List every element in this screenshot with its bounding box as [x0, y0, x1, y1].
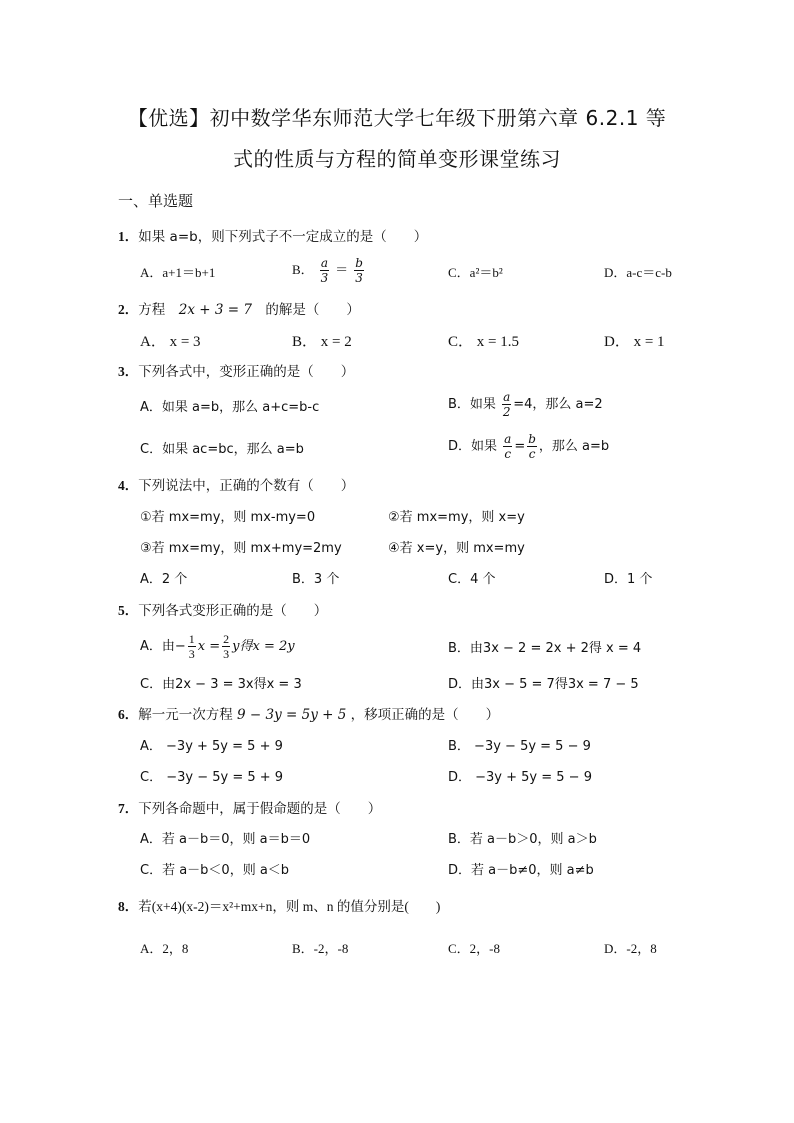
question-6-stem: 6．解一元一次方程 9 − 3y = 5y + 5 ，移项正确的是（ ） [118, 707, 500, 723]
document-title-line-1: 【优选】初中数学华东师范大学七年级下册第六章 6.2.1 等 [127, 106, 667, 130]
q5-option-b: B．由3x − 2 = 2x + 2得 x = 4 [448, 641, 642, 656]
q2-option-a: A． x = 3 [140, 334, 201, 350]
q8-option-d: D．-2，8 [604, 941, 657, 956]
q5-option-a: A．由− $\frac{1}{3}$ x = $\frac{2}{3}$ y得x = 2y [140, 632, 295, 661]
q2-option-d: D． x = 1 [604, 334, 665, 350]
equation: 2x + 3 = 7 [178, 302, 252, 318]
question-2-stem: 2．方程 2x + 3 = 7 的解是（ ） [118, 302, 360, 318]
q4-option-d: D．1 个 [604, 572, 653, 587]
q5-option-d: D．由3x − 5 = 7得3x = 7 − 5 [448, 677, 639, 692]
q6-option-b: B． −3y − 5y = 5 − 9 [448, 739, 591, 754]
q7-option-a: A．若 a－b＝0，则 a＝b＝0 [140, 832, 311, 847]
q2-option-b: B． x = 2 [292, 334, 352, 350]
q1-option-a: A．a+1＝b+1 [140, 265, 216, 280]
question-text: 如果 a=b，则下列式子不一定成立的是（ ） [138, 229, 428, 245]
q3-option-c: C．如果 ac=bc，那么 a=b [140, 442, 304, 457]
q3-option-b: B．如果 $\frac{a}{2}$ =4，那么 a=2 [448, 390, 603, 419]
q1-option-b: B． $\frac{a}{3}$ ＝ $\frac{b}{3}$ [292, 256, 363, 285]
question-4-stem: 4．下列说法中，正确的个数有（ ） [118, 478, 355, 494]
q4-statement-3: ③若 mx=my，则 mx+my=2my [140, 541, 342, 556]
q4-statement-2: ②若 mx=my，则 x=y [388, 510, 525, 525]
question-1-stem [118, 228, 427, 246]
q4-option-a: A．2 个 [140, 572, 188, 587]
q6-option-c: C． −3y − 5y = 5 + 9 [140, 770, 284, 785]
q7-option-c: C．若 a－b＜0，则 a＜b [140, 863, 290, 878]
q8-option-a: A．2，8 [140, 941, 189, 956]
q7-option-d: D．若 a－b≠0，则 a≠b [448, 863, 594, 878]
equation: 9 − 3y = 5y + 5 [237, 707, 347, 723]
q5-option-c: C．由2x − 3 = 3x得x = 3 [140, 677, 302, 692]
question-8-stem: 8．若(x+4)(x-2)＝x²+mx+n，则 m、n 的值分别是( ) [118, 899, 441, 914]
q3-option-d: D．如果 $\frac{a}{c}$ = $\frac{b}{c}$ ，那么 a=b [448, 432, 610, 461]
question-3-stem: 3．下列各式中，变形正确的是（ ） [118, 364, 355, 380]
q7-option-b: B．若 a－b＞0，则 a＞b [448, 832, 597, 847]
question-7-stem: 7．下列各命题中，属于假命题的是（ ） [118, 801, 382, 817]
q4-statement-1: ①若 mx=my，则 mx-my=0 [140, 510, 316, 525]
q2-option-c: C． x = 1.5 [448, 334, 519, 350]
q8-option-b: B．-2，-8 [292, 941, 349, 956]
q4-option-b: B．3 个 [292, 572, 340, 587]
q4-statement-4: ④若 x=y，则 mx=my [388, 541, 525, 556]
q3-option-a: A．如果 a=b，那么 a+c=b-c [140, 400, 320, 415]
section-heading: 一、单选题 [118, 192, 194, 210]
q4-option-c: C．4 个 [448, 572, 496, 587]
question-number: 1． [118, 229, 139, 244]
q1-option-d: D．a-c＝c-b [604, 265, 672, 280]
question-5-stem: 5．下列各式变形正确的是（ ） [118, 603, 328, 619]
q8-option-c: C．2，-8 [448, 941, 501, 956]
q1-option-c: C．a²＝b² [448, 265, 503, 280]
document-title-line-2: 式的性质与方程的简单变形课堂练习 [233, 147, 561, 171]
q6-option-d: D． −3y + 5y = 5 − 9 [448, 770, 592, 785]
q6-option-a: A． −3y + 5y = 5 + 9 [140, 739, 283, 754]
